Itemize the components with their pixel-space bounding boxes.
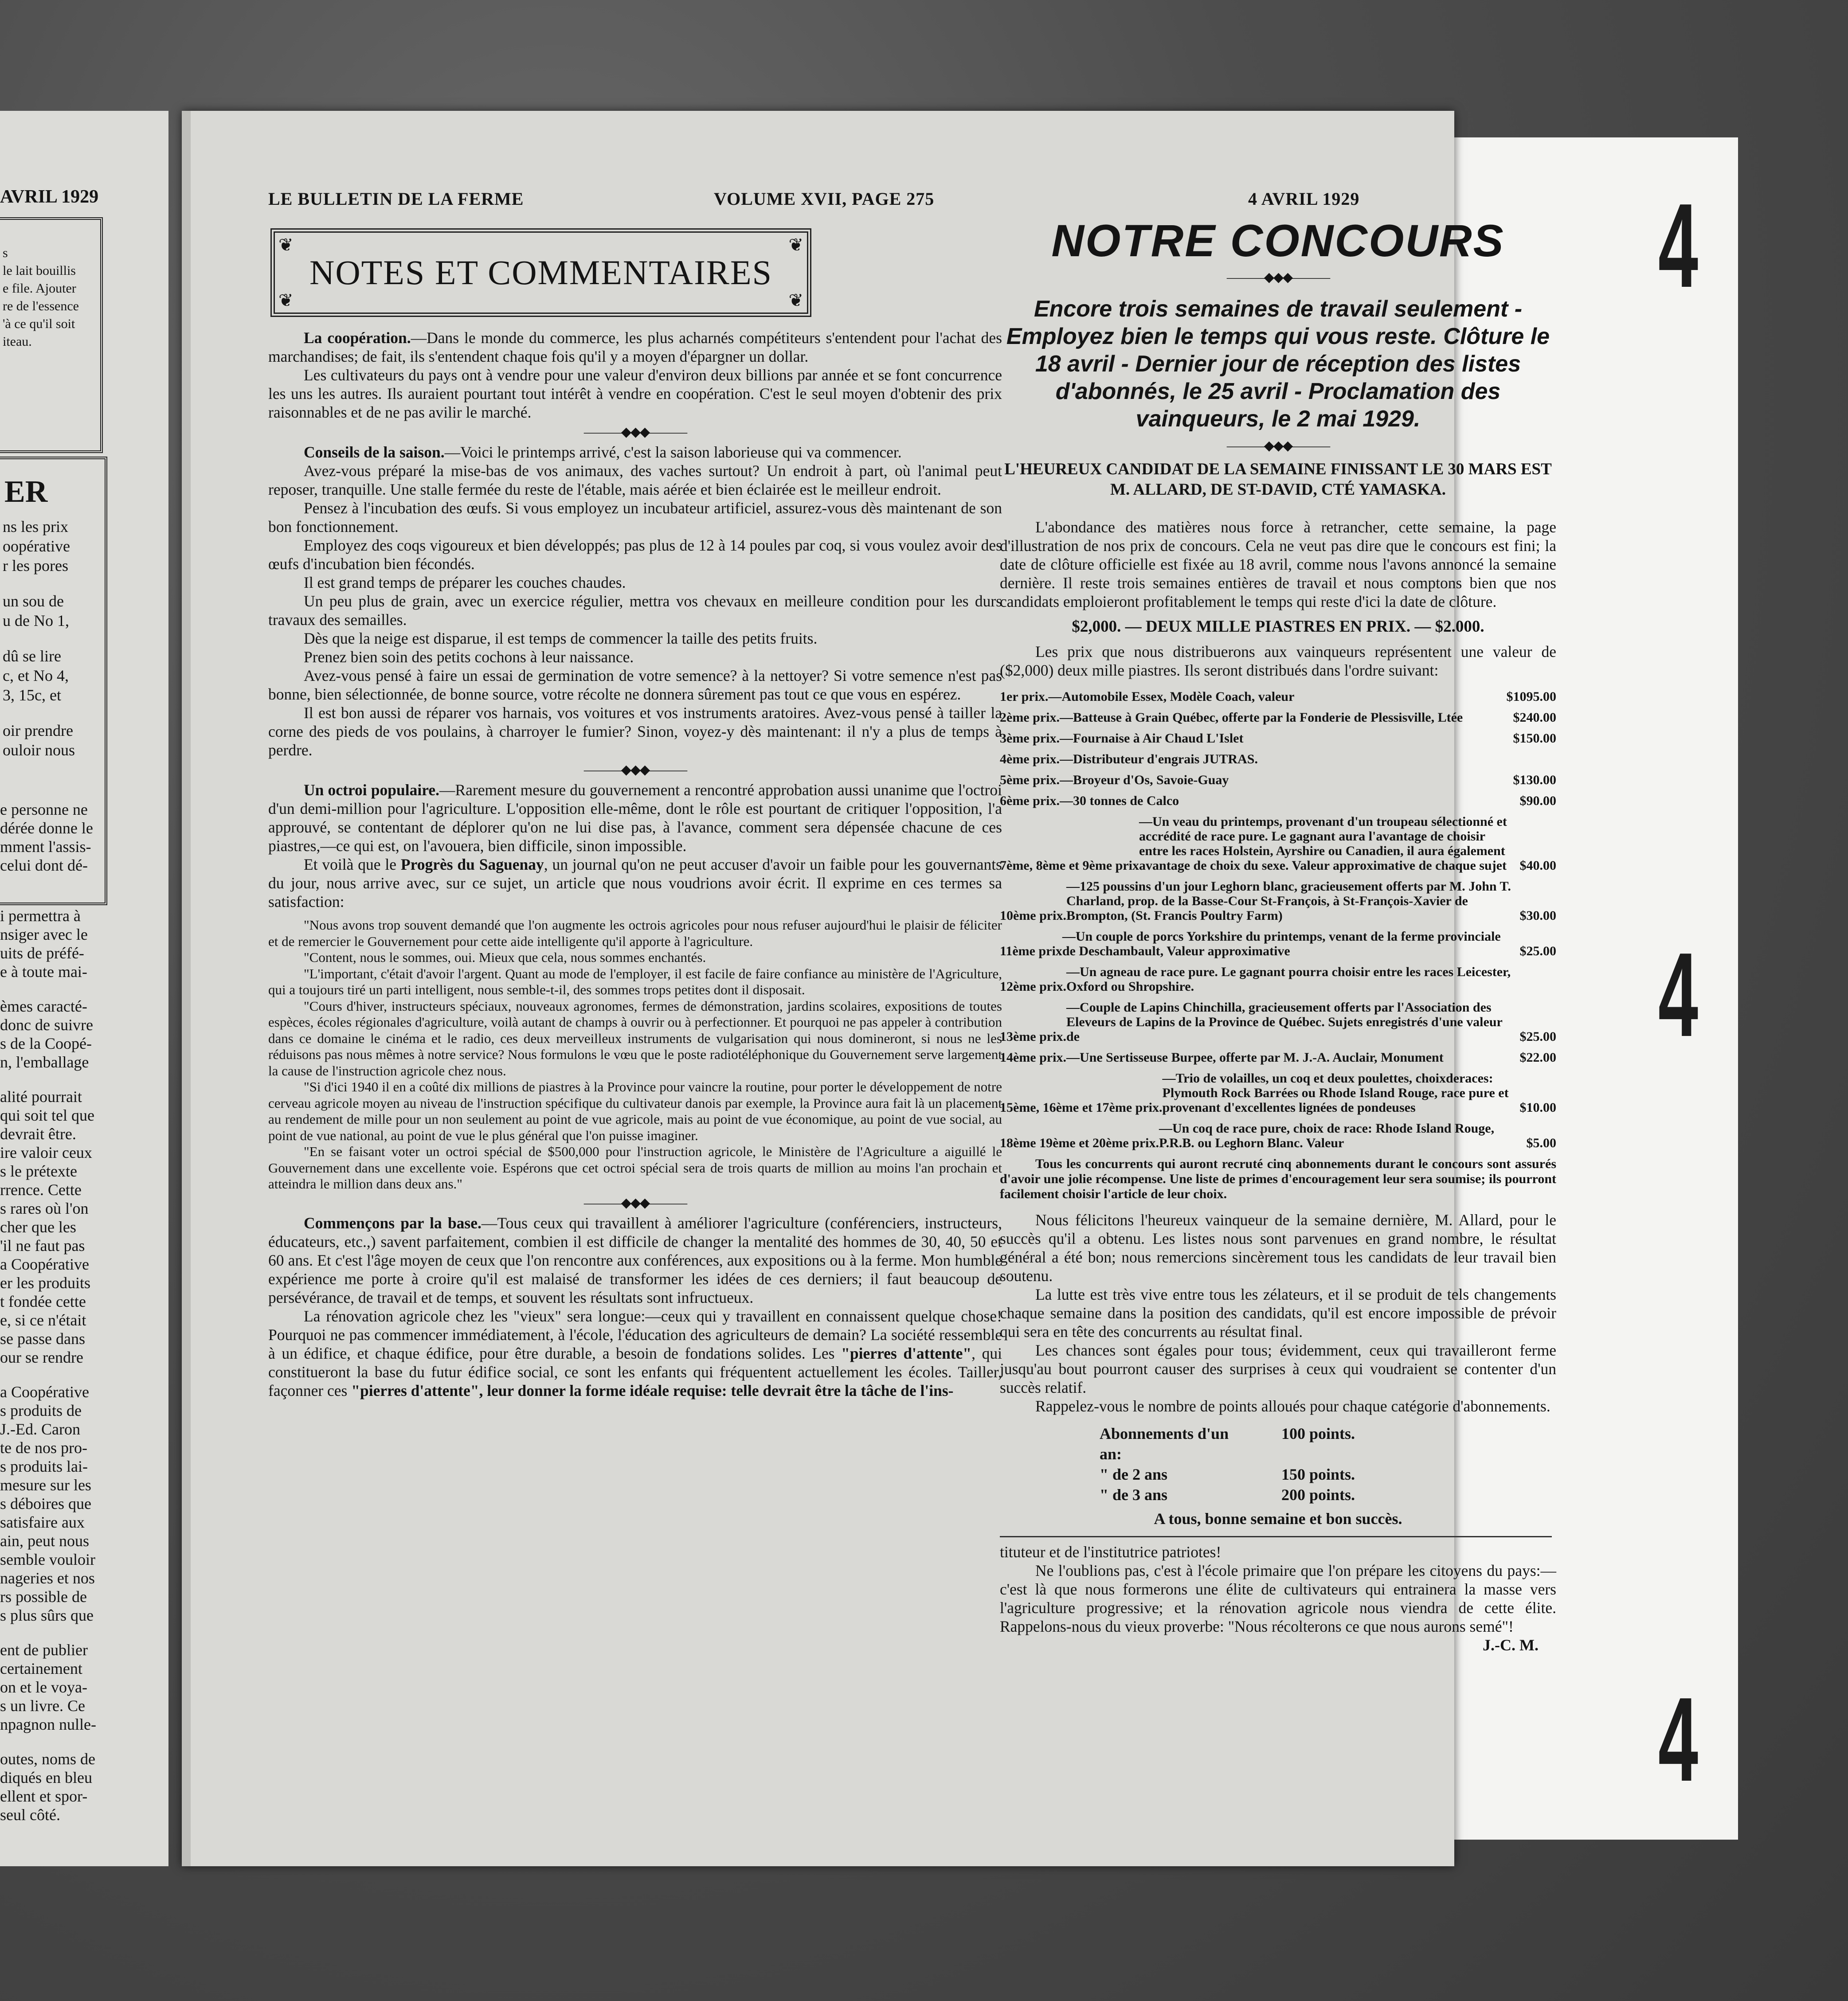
text-line: oir prendre — [3, 722, 73, 739]
notes-column — [268, 228, 1002, 1400]
prize-amount: $240.00 — [1513, 710, 1556, 725]
article-text: —Tous ceux qui travaillent à améliorer l'agriculture (conférenciers, instructeurs, éducateurs, etc.,) savent parfaitement, combien il est difficile de changer la mentalité des hommes de 30, 40, 50 et 60 ans. Et c'est l'âge moyen de ceux que l'on rencontre aux conférences, aux expositions ou à la ferme. Mon humble expérience me porte à croire qu'il est malaisé de transformer les idées de ces derniers; il faut beaucoup de persévérance, de travail et de temps, et souvent les résultats sont infructueux. — [268, 1214, 1002, 1306]
article-text: La rénovation agricole chez les "vieux" sera longue:—ceux qui y travaillent en connaissent quelque chose! Pourquoi ne pas commencer immédiatement, à l'école, l'éducation des agriculteurs de demain? La société ressemble à un édifice, et chaque édifice, pour être durable, a besoin de fondations solides. Les — [268, 1307, 1002, 1362]
concours-intro — [1000, 518, 1556, 611]
prize-row — [1000, 1050, 1556, 1065]
prize-description: —Un couple de porcs Yorkshire du printemps, venant de la ferme provinciale de Deschambault, Valeur approximative — [1062, 929, 1501, 958]
prize-label: 14ème prix. — [1000, 1050, 1066, 1065]
points-label: " de 3 ans — [1100, 1486, 1168, 1504]
article-text: Dès que la neige est disparue, il est temps de commencer la taille des petits fruits. — [304, 629, 818, 647]
article-text: Avez-vous préparé la mise-bas de vos animaux, des vaches surtout? Un endroit à part, où l'animal peut reposer, tranquille. Une stalle fermée du reste de l'étable, mais aérée et bien éclairée est le meilleur endroit. — [268, 462, 1002, 498]
text-line: mesure sur les — [0, 1476, 91, 1494]
article-heading: La coopération. — [304, 329, 411, 347]
text-line: e, si ce n'était — [0, 1311, 86, 1329]
prize-amount: $5.00 — [1526, 1136, 1556, 1150]
article-text: La lutte est très vive entre tous les zélateurs, et il se produit de tels changements chaque semaine dans la position des candidats, qu'il est encore impossible de prévoir qui sera en tête des concurrents au résultat final. — [1000, 1286, 1556, 1341]
article-octroi — [268, 781, 1002, 911]
ornament-icon: ❦ — [278, 290, 294, 310]
article-text: Il est bon aussi de réparer vos harnais, vos voitures et vos instruments aratoires. Avez-vous pensé à tailler la corne des pieds de vos poulains, à charroyer le fumier? Sinon, voyez-y dès maintenant: il n'y a plus de temps à perdre. — [268, 704, 1002, 759]
text-line: e personne ne — [0, 801, 88, 818]
text-line: ain, peut nous — [0, 1532, 89, 1550]
text-line: n, l'emballage — [0, 1053, 89, 1071]
prize-row — [1000, 1000, 1556, 1044]
signature: J.-C. M. — [1483, 1636, 1539, 1654]
text-line: dû se lire — [3, 647, 61, 665]
text-line: 3, 15c, et — [3, 686, 61, 704]
text-line: s produits de — [0, 1402, 82, 1419]
prize-description: —Un agneau de race pure. Le gagnant pourra choisir entre les races Leicester, Oxford ou Shropshire. — [1066, 965, 1511, 994]
text-line: our se rendre — [0, 1348, 83, 1366]
text-line: npagnon nulle- — [0, 1716, 96, 1733]
quote-text: "En se faisant voter un octroi spécial de $500,000 pour l'instruction agricole, le Ministère de l'Agriculture a aiguillé le Gouvernement dans une excellente voie. Espérons que cet octroi spécial sera de trois quarts de million au moins l'an prochain et atteindra le million dans deux ans." — [268, 1144, 1002, 1192]
text-line: oopérative — [3, 537, 70, 555]
concours-title: NOTRE CONCOURS — [1051, 215, 1505, 266]
prize-label: 13ème prix. — [1000, 1029, 1066, 1044]
prize-label: 4ème prix. — [1000, 752, 1060, 766]
article-text: Il est grand temps de préparer les couches chaudes. — [304, 574, 626, 591]
left-page-body — [0, 800, 96, 1824]
concours-intro-2 — [1000, 642, 1556, 680]
text-line: seul côté. — [0, 1806, 60, 1824]
article-conseils — [268, 443, 1002, 759]
newspaper-name: Progrès du Saguenay — [400, 856, 544, 873]
prize-row — [1000, 814, 1556, 873]
text-line: J.-Ed. Caron — [0, 1420, 80, 1438]
concours-column — [1000, 215, 1556, 1654]
quote-text: "Nous avons trop souvent demandé que l'on augmente les octrois agricoles pour nous refuser aujourd'hui le plaisir de féliciter et de remercier le Gouvernement pour cette aide intelligente qu'il apporte à l'agriculture. — [268, 917, 1002, 949]
prize-amount: $25.00 — [1519, 1029, 1556, 1044]
box1-text — [3, 244, 79, 351]
text-line: t fondée cette — [0, 1293, 86, 1310]
header-volume: VOLUME XVII, PAGE 275 — [714, 189, 935, 209]
text-line — [0, 1734, 96, 1750]
article-text: , un journal qu'on ne peut accuser d'avoir un faible pour les gouvernants du jour, nous arrive avec, sur ce sujet, un article que nous voudrions avoir écrit. Il exprime en ces termes sa satisfaction: — [268, 856, 1002, 911]
text-line: èmes caracté- — [0, 997, 87, 1015]
text-line: i permettra à — [0, 907, 81, 925]
text-line: 'à ce qu'il soit — [3, 317, 75, 331]
header-date: 4 AVRIL 1929 — [1248, 189, 1360, 209]
article-text: Avez-vous pensé à faire un essai de germination de votre semence? à la nettoyer? Si votre semence n'est pas bonne, bien sélectionnée, de bonne source, votre récolte ne donnera sûrement pas tout ce que vous en espérez. — [268, 667, 1002, 703]
prize-label: 5ème prix. — [1000, 773, 1060, 787]
prize-label: 15ème, 16ème et 17ème prix. — [1000, 1100, 1163, 1115]
text-line: celui dont dé- — [0, 856, 88, 874]
text-line: re de l'essence — [3, 299, 79, 313]
ornament-icon: ❦ — [278, 235, 294, 255]
article-text: Les cultivateurs du pays ont à vendre pour une valeur d'environ deux billions par année et se font concurrence les uns les autres. Ils auraient pourtant tout intérêt à vendre en coopération. C'est le seul moyen d'obtenir des prix raisonnables et de ne pas avilir le marché. — [268, 366, 1002, 421]
points-row — [1000, 1485, 1556, 1505]
prize-description: —125 poussins d'un jour Leghorn blanc, gracieusement offerts par M. John T. Charland, prop. de la Basse-Cour St-François, à St-François-Xavier de Brompton, (St. Francis Poultry Farm) — [1066, 879, 1511, 923]
text-line: s produits lai- — [0, 1458, 88, 1475]
prize-label: 1er prix. — [1000, 689, 1049, 704]
prize-row — [1000, 710, 1556, 725]
text-line: rs possible de — [0, 1588, 87, 1606]
text-line: semble vouloir — [0, 1551, 95, 1568]
text-line: cher que les — [0, 1218, 76, 1236]
box2-text — [3, 517, 75, 760]
prize-amount: $25.00 — [1519, 944, 1556, 958]
text-line: se passe dans — [0, 1330, 85, 1348]
article-text: —Dans le monde du commerce, les plus acharnés compétiteurs s'entendent pour l'achat des marchandises; de fait, ils s'entendent chaque fois qu'il y a moyen d'épargner un dollar. — [268, 329, 1002, 365]
text-line — [3, 705, 75, 721]
text-line: outes, noms de — [0, 1750, 95, 1768]
text-line: r les pores — [3, 557, 68, 575]
text-line: mment l'assis- — [0, 838, 91, 856]
column-rule — [1000, 1536, 1552, 1537]
text-line: er les produits — [0, 1274, 90, 1292]
prize-amount: $40.00 — [1519, 858, 1556, 873]
points-row — [1000, 1423, 1556, 1464]
prize-row — [1000, 1121, 1556, 1150]
divider: ———◆◆◆——— — [583, 1195, 687, 1210]
article-text: L'abondance des matières nous force à retrancher, cette semaine, la page d'illustration de nos prix de concours. Cela ne veut pas dire que le concours est fini; la date de clôture officielle est fixée au 18 avril, comme nous l'avons annoncé la semaine dernière. Il reste trois semaines entières de travail et nous comptons bien que nos candidats emploieront profitablement le temps qui reste d'ici la date de clôture. — [1000, 518, 1556, 610]
text-line: dérée donne le — [0, 819, 93, 837]
left-page-fragment — [0, 111, 168, 1866]
text-line: s de la Coopé- — [0, 1035, 92, 1052]
text-line: c, et No 4, — [3, 667, 69, 684]
tab-number-bottom: 4 — [1658, 1673, 1699, 1806]
text-line: iteau. — [3, 334, 32, 349]
prize-list — [1000, 689, 1556, 1150]
text-line: satisfaire aux — [0, 1513, 85, 1531]
concours-body — [1000, 1211, 1556, 1415]
emphasis: "pierres d'attente" — [841, 1344, 972, 1362]
text-line: te de nos pro- — [0, 1439, 87, 1457]
page-edge — [182, 111, 191, 1866]
prize-row — [1000, 879, 1556, 923]
quote-text: "L'important, c'était d'avoir l'argent. Quant au mode de l'employer, il est facile de faire confiance au ministère de l'Agriculture, qui a toujours tiré un parti intelligent, nous semble-t-il, des sommes trops petites dont il disposait. — [268, 965, 1002, 997]
tab-number-top: 4 — [1658, 179, 1699, 313]
text-line: e file. Ajouter — [3, 281, 76, 296]
text-line: s un livre. Ce — [0, 1697, 85, 1715]
left-page-big-title: ER — [4, 475, 48, 509]
article-text: tituteur et de l'institutrice patriotes! — [1000, 1543, 1222, 1561]
text-line: devrait être. — [0, 1125, 76, 1143]
prize-heading: $2,000. — DEUX MILLE PIASTRES EN PRIX. — $2.000. — [1072, 617, 1484, 636]
prize-row — [1000, 965, 1556, 994]
prize-row — [1000, 1071, 1556, 1115]
points-value: 150 points. — [1281, 1466, 1355, 1483]
text-line: certainement — [0, 1660, 82, 1677]
text-line — [3, 630, 75, 646]
prize-amount: $10.00 — [1519, 1100, 1556, 1115]
prize-label: 11ème prix — [1000, 944, 1062, 958]
divider: ———◆◆◆——— — [583, 762, 687, 777]
text-line: le lait bouillis — [3, 263, 76, 278]
text-line: e à toute mai- — [0, 963, 87, 981]
text-line: ire valoir ceux — [0, 1144, 92, 1161]
text-line: ns les prix — [3, 518, 68, 535]
text-line — [0, 1367, 96, 1383]
prize-description: —Une Sertisseuse Burpee, offerte par M. J.-A. Auclair, Monument — [1066, 1050, 1444, 1065]
points-table — [1000, 1423, 1556, 1505]
text-line: a Coopérative — [0, 1383, 89, 1401]
notes-title-box — [270, 228, 811, 317]
article-text: Un peu plus de grain, avec un exercice régulier, mettra vos chevaux en meilleure condition pour les durs travaux des semailles. — [268, 592, 1002, 629]
prize-label: 7ème, 8ème et 9ème prix — [1000, 858, 1139, 873]
text-line: 'il ne faut pas — [0, 1237, 85, 1255]
article-text: Et voilà que le — [304, 856, 401, 873]
quote-text: "Content, nous le sommes, oui. Mieux que cela, nous sommes enchantés. — [304, 950, 706, 965]
prize-description: —Couple de Lapins Chinchilla, gracieusement offerts par l'Association des Eleveurs de Lapins de la Province de Québec. Sujets enregistrés d'une valeur de — [1066, 1000, 1503, 1044]
prize-amount: $22.00 — [1519, 1050, 1556, 1065]
prize-label: 2ème prix. — [1000, 710, 1060, 725]
prize-label: 18ème 19ème et 20ème prix. — [1000, 1136, 1159, 1150]
text-line — [0, 891, 96, 907]
article-heading: Commençons par la base. — [304, 1214, 482, 1232]
text-line: rrence. Cette — [0, 1181, 82, 1199]
left-page-header: AVRIL 1929 — [0, 187, 99, 207]
prize-amount: $90.00 — [1519, 793, 1556, 808]
text-line: nageries et nos — [0, 1569, 95, 1587]
tab-number-middle: 4 — [1658, 928, 1699, 1062]
continued-article — [1000, 1543, 1556, 1636]
points-label: " de 2 ans — [1100, 1466, 1168, 1483]
text-line: on et le voya- — [0, 1678, 87, 1696]
text-line: s plus sûrs que — [0, 1606, 94, 1624]
concours-headline: L'HEUREUX CANDIDAT DE LA SEMAINE FINISSANT LE 30 MARS EST M. ALLARD, DE ST-DAVID, CTÉ YAMASKA. — [1004, 460, 1552, 499]
prize-amount: $1095.00 — [1506, 689, 1556, 704]
divider: ———◆◆◆——— — [1226, 438, 1330, 453]
quote-text: "Cours d'hiver, instructeurs spéciaux, nouveaux agronomes, fermes de démonstration, jardins scolaires, expositions de toutes espèces, écoles régionales d'agriculture, voilà autant de champs à ouvrir ou à perfectionner. Et pourquoi ne pas appeler à contribution dans ce domaine le cinéma et le radio, ces deux merveilleux instruments de vulgarisation qui nous domineront, si nous ne les réduisons pas nous mêmes à notre service? Nous formulons le vœu que le poste radiotéléphonique du Gouvernement serve largement la cause de l'instruction agricole chez nous. — [268, 998, 1002, 1079]
text-line: un sou de — [3, 592, 64, 610]
article-text: Les chances sont égales pour tous; évidemment, ceux qui travailleront ferme jusqu'au bout pourront causer des surprises à ceux qui voudraient se contenter d'un succès relatif. — [1000, 1341, 1556, 1396]
prize-row — [1000, 773, 1556, 787]
text-line: s déboires que — [0, 1495, 91, 1512]
text-line: nsiger avec le — [0, 926, 88, 943]
article-text: , qui constitueront la base du futur édifice social, ce sont les enfants qui fréquentent actuellement les écoles. Tailler, façonner ces — [268, 1344, 1002, 1399]
prize-description: —Distributeur d'engrais JUTRAS. — [1059, 752, 1258, 766]
article-text: Nous félicitons l'heureux vainqueur de la semaine dernière, M. Allard, pour le succès qu'il a obtenu. Les listes nous sont parvenues en grand nombre, le résultat général a été bon; nous remercions sincèrement tous les candidats de leur travail bien soutenu. — [1000, 1211, 1556, 1285]
article-cooperation — [268, 328, 1002, 422]
prize-description: —Trio de volailles, un coq et deux poulettes, choixderaces: Plymouth Rock Barrées ou Rhode Island Rouge, race pure et provenant d'excellentes lignées de pondeuses — [1162, 1071, 1509, 1115]
prize-row — [1000, 752, 1556, 766]
points-value: 200 points. — [1281, 1486, 1355, 1504]
text-line — [0, 1071, 96, 1087]
quote-block — [268, 917, 1002, 1192]
ornament-icon: ❦ — [788, 290, 803, 310]
points-label: Abonnements d'un an: — [1100, 1425, 1229, 1463]
article-text: Les prix que nous distribuerons aux vainqueurs représentent une valeur de ($2,000) deux mille piastres. Ils seront distribués dans l'ordre suivant: — [1000, 643, 1556, 679]
article-text: , leur donner la forme idéale requise: telle devrait être la tâche de l'ins- — [479, 1381, 954, 1399]
text-line — [0, 1625, 96, 1641]
prize-description: —Un veau du printemps, provenant d'un troupeau sélectionné et accrédité de race pure. Le gagnant aura l'avantage de choisir entre les races Holstein, Ayrshire ou Canadien, il aura également avantage de choix du sexe. Valeur approximative de chaque sujet — [1139, 814, 1507, 873]
points-row — [1000, 1464, 1556, 1485]
text-line — [0, 981, 96, 997]
article-text: —Voici le printemps arrivé, c'est la saison laborieuse qui va commencer. — [444, 443, 902, 461]
prize-row — [1000, 929, 1556, 958]
text-line — [3, 575, 75, 591]
article-text: Employez des coqs vigoureux et bien développés; pas plus de 12 à 14 poules par coq, si vous voulez avoir des œufs d'incubation bien fécondés. — [268, 536, 1002, 573]
text-line: qui soit tel que — [0, 1106, 94, 1124]
prize-label: 6ème prix. — [1000, 793, 1060, 808]
prize-description: —Fournaise à Air Chaud L'Islet — [1059, 731, 1244, 746]
text-line: ent de publier — [0, 1641, 88, 1659]
concours-note: Tous les concurrents qui auront recruté cinq abonnements durant le concours sont assurés d'avoir une jolie récompense. Une liste de primes d'encouragement leur sera soumise; ils pourront facilement choisir l'article de leur choix. — [1000, 1157, 1556, 1201]
prize-label: 3ème prix. — [1000, 731, 1060, 746]
prize-description: —Automobile Essex, Modèle Coach, valeur — [1048, 689, 1295, 704]
text-line: s — [3, 246, 8, 260]
article-heading: Conseils de la saison. — [304, 443, 445, 461]
left-page-box — [0, 217, 103, 453]
text-line: a Coopérative — [0, 1255, 89, 1273]
article-text: Pensez à l'incubation des œufs. Si vous employez un incubateur artificiel, assurez-vous dès maintenant de son bon fonctionnement. — [268, 499, 1002, 535]
concours-lead: Encore trois semaines de travail seulement - Employez bien le temps qui vous reste. Clôture le 18 avril - Dernier jour de réception des listes d'abonnés, le 25 avril - Proclamation des vainqueurs, le 2 mai 1929. — [1006, 296, 1550, 432]
text-line: donc de suivre — [0, 1016, 93, 1034]
text-line: s rares où l'on — [0, 1200, 89, 1217]
points-value: 100 points. — [1281, 1425, 1355, 1442]
text-line: diqués en bleu — [0, 1769, 92, 1786]
text-line: ouloir nous — [3, 741, 75, 759]
prize-row — [1000, 689, 1556, 704]
prize-label: 10ème prix. — [1000, 908, 1066, 923]
text-line: alité pourrait — [0, 1088, 82, 1106]
concours-closing: A tous, bonne semaine et bon succès. — [1154, 1510, 1402, 1528]
emphasis: "pierres d'attente" — [351, 1381, 479, 1399]
article-heading: Un octroi populaire. — [304, 781, 439, 799]
divider: ———◆◆◆——— — [1226, 270, 1330, 285]
article-text: Ne l'oublions pas, c'est à l'école primaire que l'on prépare les citoyens du pays:—c'est là que nous formerons une élite de cultivateurs qui entrainera la masse vers l'agriculture progressive; et la rénovation agricole nous viendra de cette élite. Rappelons-nous du vieux proverbe: "Nous récolterons ce que nous aurons semé"! — [1000, 1562, 1556, 1635]
article-text: Prenez bien soin des petits cochons à leur naissance. — [304, 648, 634, 666]
prize-amount: $30.00 — [1519, 908, 1556, 923]
prize-row — [1000, 793, 1556, 808]
notes-title: NOTES ET COMMENTAIRES — [309, 253, 772, 292]
prize-description: —Un coq de race pure, choix de race: Rhode Island Rouge, P.R.B. ou Leghorn Blanc. Valeur — [1159, 1121, 1495, 1150]
prize-description: —Broyeur d'Os, Savoie-Guay — [1059, 773, 1229, 787]
ornament-icon: ❦ — [788, 235, 803, 255]
divider: ———◆◆◆——— — [583, 425, 687, 439]
text-line: u de No 1, — [3, 612, 69, 629]
prize-description: —30 tonnes de Calco — [1059, 793, 1179, 808]
prize-amount: $150.00 — [1513, 731, 1556, 746]
text-line: ellent et spor- — [0, 1787, 88, 1805]
text-line: uits de préfé- — [0, 944, 84, 962]
prize-amount: $130.00 — [1513, 773, 1556, 787]
quote-text: "Si d'ici 1940 il en a coûté dix millions de piastres à la Province pour vaincre la routine, pour porter le développement de notre cerveau agricole moyen au niveau de l'instruction spécifique du cultivateur danois par exemple, la Province aura fait là un placement au rendement de mille pour un non seulement au point de vue agricole, mais au point de vue économique, au point de vue social, au point de vue national, au point de vue le plus général que l'on puisse imaginer. — [268, 1079, 1002, 1143]
prize-row — [1000, 731, 1556, 746]
text-line — [0, 875, 96, 891]
article-text: —Rarement mesure du gouvernement a rencontré approbation aussi unanime que l'octroi d'un demi-million pour l'agriculture. L'opposition elle-même, dont le rôle est pourtant de critiquer l'opposition, l'a approuvé, se contentant de déplorer qu'on ne lui dise pas, à l'avance, comment sera dépensée chacune de ces piastres,—ce qui est, on l'avouera, bien difficile, sinon impossible. — [268, 781, 1002, 855]
text-line: s le prétexte — [0, 1162, 77, 1180]
header-publication: LE BULLETIN DE LA FERME — [268, 189, 524, 209]
prize-label: 12ème prix. — [1000, 979, 1066, 994]
prize-description: —Batteuse à Grain Québec, offerte par la Fonderie de Plessisville, Ltée — [1059, 710, 1463, 725]
article-text: Rappelez-vous le nombre de points alloués pour chaque catégorie d'abonnements. — [1035, 1397, 1550, 1415]
newspaper-page — [182, 111, 1556, 1866]
article-base — [268, 1214, 1002, 1400]
